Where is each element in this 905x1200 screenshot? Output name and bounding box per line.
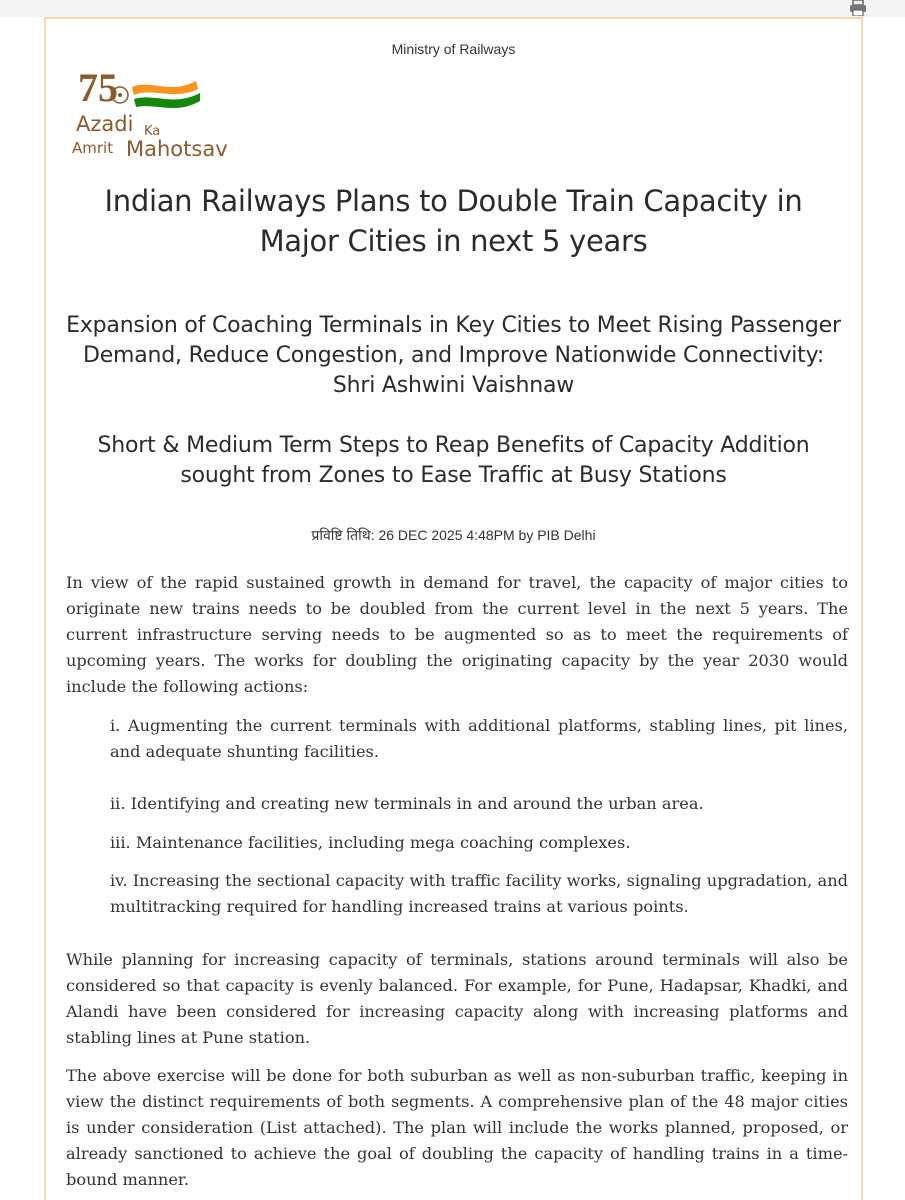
page-title: Indian Railways Plans to Double Train Capacity in Major Cities in next 5 years [104,184,803,258]
paragraph-comprehensive-plan: The above exercise will be done for both suburban as well as non-suburban traffic, keeping in view the distinct requirements of both segments. A comprehensive plan of the 48 major cities is under consideration (List attached). The plan will include the works planned, proposed, or already sanctioned to achieve the goal of doubling the capacity of handling trains in a time-bound manner. [66,1066,848,1189]
list-item-action-3: iii. Maintenance facilities, including mega coaching complexes. [110,833,631,852]
svg-text:Ka: Ka [144,124,161,139]
list-item-action-1: i. Augmenting the current terminals with additional platforms, stabling lines, pit lines, and adequate shunting facilities. [110,716,848,761]
azadi-ka-amrit-mahotsav-logo [70,65,240,161]
paragraph-intro: In view of the rapid sustained growth in demand for travel, the capacity of major cities to originate new trains needs to be doubled from the current level in the next 5 years. The current infrastructure serving needs to be augmented so as to meet the requirements of upcoming years. The works for doubling the originating capacity by the year 2030 would include the following actions: [66,573,848,696]
svg-text:75: 75 [78,65,118,110]
press-release-page [44,17,863,1200]
subtitle-short-medium-term: Short & Medium Term Steps to Reap Benefits of Capacity Addition sought from Zones to Ease Traffic at Busy Stations [97,433,810,488]
svg-text:Mahotsav: Mahotsav [126,137,228,161]
ministry-name: Ministry of Railways [391,41,516,57]
svg-text:Azadi: Azadi [76,112,134,136]
top-toolbar [0,0,905,17]
subtitle-expansion: Expansion of Coaching Terminals in Key Cities to Meet Rising Passenger Demand, Reduce Congestion, and Improve Nationwide Connectivity: Shri Ashwini Vaishnaw [66,313,841,398]
posted-date: प्रविष्टि तिथि: 26 DEC 2025 4:48PM by PIB Delhi [311,527,596,543]
printer-icon[interactable] [849,0,867,16]
svg-text:Amrit: Amrit [72,139,114,157]
list-item-action-4: iv. Increasing the sectional capacity with traffic facility works, signaling upgradation, and multitracking required for handling increased trains at various points. [110,871,848,916]
paragraph-terminal-planning: While planning for increasing capacity of terminals, stations around terminals will also be considered so that capacity is evenly balanced. For example, for Pune, Hadapsar, Khadki, and Alandi have been considered for increasing capacity along with increasing platforms and stabling lines at Pune station. [66,950,848,1047]
list-item-action-2: ii. Identifying and creating new terminals in and around the urban area. [110,794,704,813]
